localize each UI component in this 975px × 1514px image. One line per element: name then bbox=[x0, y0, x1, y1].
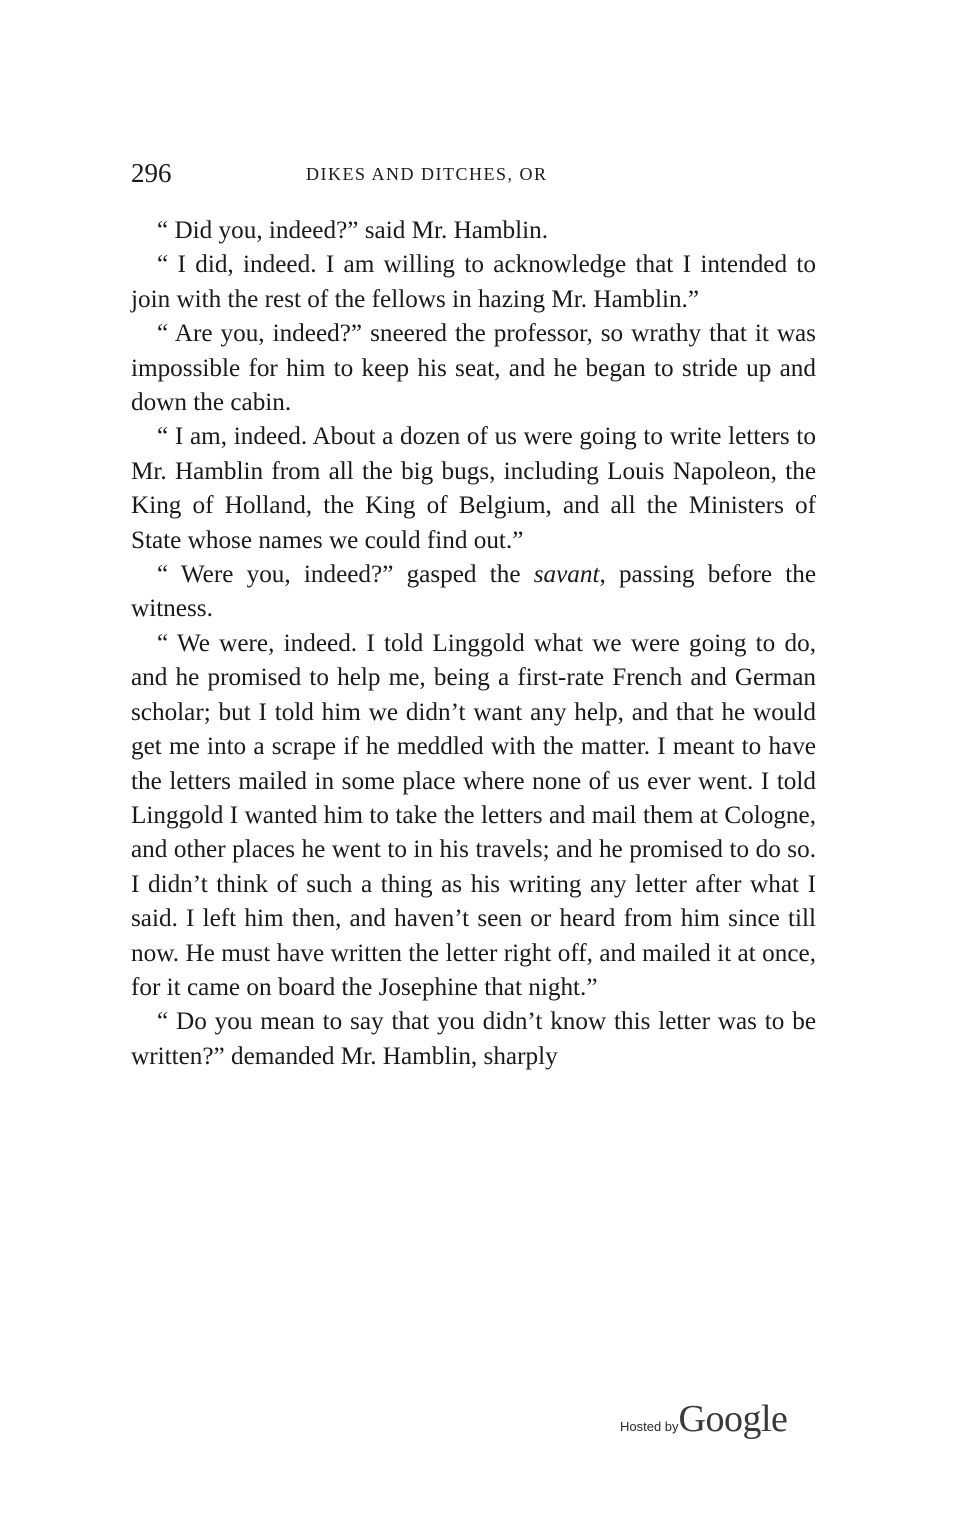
paragraph: “ Are you, indeed?” sneered the professor, so wrathy that it was impossible for him to keep his seat, and he began to stride up and down the cabin. bbox=[131, 320, 816, 417]
paragraph: “ I did, indeed. I am willing to acknowledge that I intended to join with the rest of the fellows in hazing Mr. Hamblin.” bbox=[131, 251, 816, 313]
running-title: DIKES AND DITCHES, OR bbox=[306, 164, 548, 184]
paragraph: “ We were, indeed. I told Linggold what we were going to do, and he promised to help me, being a first-rate French and German scholar; but I told him we didn’t want any help, and that he would get me into a scrape if he meddled with the matter. I meant to have the letters mailed in some place where none of us ever went. I told Linggold I wanted him to take the letters and mail them at Cologne, and other places he went to in his travels; and he promised to do so. I didn’t think of such a thing as his writing any letter after what I said. I left him then, and haven’t seen or heard from him since till now. He must have written the letter right off, and mailed it at once, for it came on board the Josephine that night.” bbox=[131, 629, 816, 1001]
hosted-by-label: Hosted by bbox=[620, 1419, 679, 1434]
page-header bbox=[131, 156, 821, 190]
body-text bbox=[131, 214, 816, 1074]
paragraph-text: , passing before the witness. bbox=[131, 561, 817, 623]
page-number: 296 bbox=[131, 158, 172, 188]
paragraph: “ Do you mean to say that you didn’t know this letter was to be written?” demanded Mr. Hamblin, sharply bbox=[131, 1008, 816, 1070]
italic-word: savant bbox=[533, 561, 600, 589]
google-logo: Google bbox=[678, 1398, 788, 1440]
paragraph: “ Did you, indeed?” said Mr. Hamblin. bbox=[157, 217, 549, 244]
hosted-by-watermark bbox=[620, 1397, 787, 1447]
paragraph: “ I am, indeed. About a dozen of us were going to write letters to Mr. Hamblin from all the big bugs, including Louis Napoleon, the King of Holland, the King of Belgium, and all the Ministers of State whose names we could find out.” bbox=[131, 423, 816, 554]
paragraph-text: “ Were you, indeed?” gasped the bbox=[157, 561, 534, 589]
paragraph bbox=[131, 558, 816, 627]
